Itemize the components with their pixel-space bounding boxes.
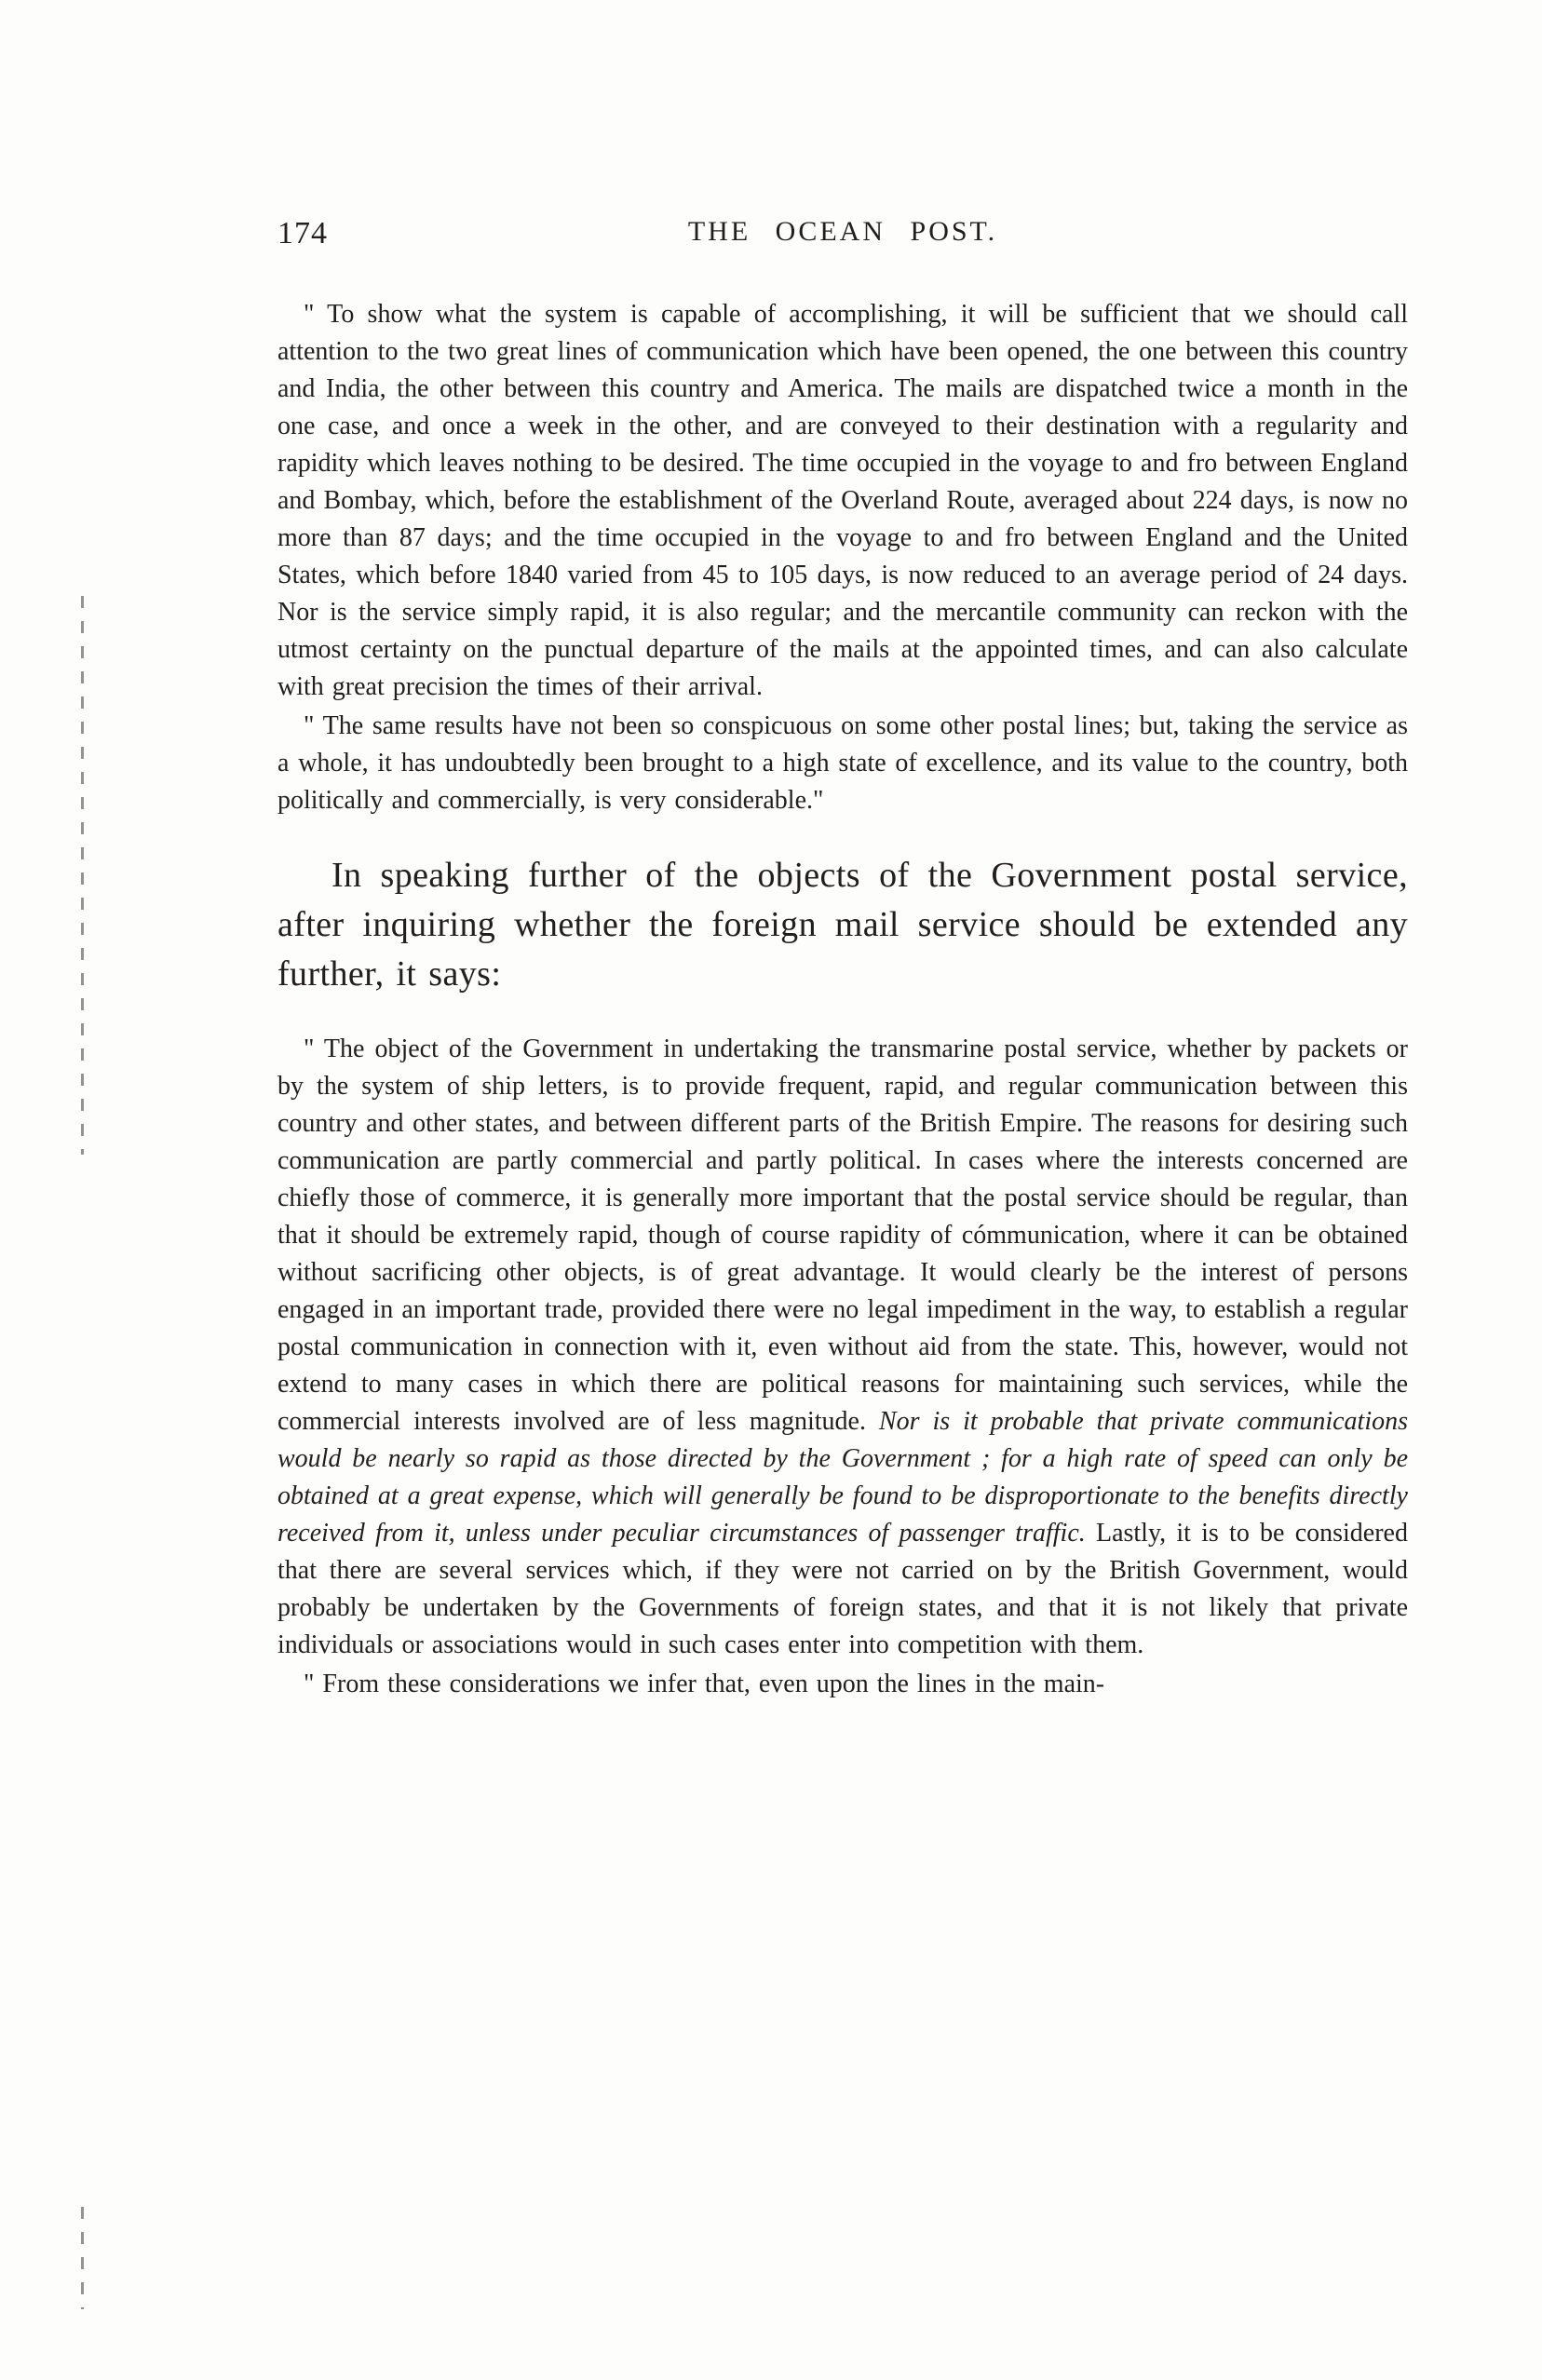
scan-artifact	[81, 596, 84, 1155]
paragraph-quote-2: " The same results have not been so conspicuous on some other postal lines; but, taking the service as a whole, it has undoubtedly been brought to a high state of excellence, and its value to the country, both politically and commercially, is very considerable."	[277, 711, 1408, 815]
page-number: 174	[277, 216, 328, 250]
page-header	[277, 216, 1408, 259]
quote3-roman-1: " The object of the Government in undertaking the transmarine postal service, whether by packets or by the system of ship letters, is to provide frequent, rapid, and regular communication between this country and other states, and between different parts of the British Empire. The reasons for desiring such communication are partly commercial and partly political. In cases where the interests concerned are chiefly those of commerce, it is generally more important that the postal service should be regular, than that it should be extremely rapid, though of course rapidity of cómmunication, where it can be obtained without sacrificing other objects, is of great advantage. It would clearly be the interest of persons engaged in an important trade, provided there were no legal impediment in the way, to establish a regular postal communication in connection with it, even without aid from the state. This, however, would not extend to many cases in which there are political reasons for maintaining such services, while the commercial interests involved are of less magnitude.	[277, 1034, 1408, 1436]
paragraph-quote-3	[277, 1031, 1408, 1664]
paragraph-body-1: In speaking further of the objects of the Government postal service, after inquiring whether the foreign mail service should be extended any further, it says:	[277, 856, 1408, 994]
page-content	[277, 216, 1408, 1703]
scan-artifact	[81, 2207, 84, 2309]
quote3-italic: Nor is it probable that private communications would be nearly so rapid as those directed by the Government ; for a high rate of speed can only be obtained at a great expense, which will generally be found to be disproportionate to the benefits directly received from it, unless under peculiar circumstances of passenger traffic.	[277, 1407, 1408, 1548]
quote3-roman-2: Lastly, it is to be considered that there are several services which, if they were not carried on by the British Government, would probably be undertaken by the Governments of foreign states, and that it is not likely that private individuals or associations would in such cases enter into competition with them.	[277, 1519, 1408, 1659]
paragraph-quote-1: " To show what the system is capable of accomplishing, it will be sufficient that we should call attention to the two great lines of communication which have been opened, the one between this country and India, the other between this country and America. The mails are dispatched twice a month in the one case, and once a week in the other, and are conveyed to their destination with a regularity and rapidity which leaves nothing to be desired. The time occupied in the voyage to and fro between England and Bombay, which, before the establishment of the Overland Route, averaged about 224 days, is now no more than 87 days; and the time occupied in the voyage to and fro between England and the United States, which before 1840 varied from 45 to 105 days, is now reduced to an average period of 24 days. Nor is the service simply rapid, it is also regular; and the mercantile community can reckon with the utmost certainty on the punctual departure of the mails at the appointed times, and can also calculate with great precision the times of their arrival.	[277, 300, 1408, 701]
running-header: THE OCEAN POST.	[687, 216, 998, 247]
paragraph-quote-4: " From these considerations we infer that, even upon the lines in the main-	[304, 1670, 1105, 1698]
